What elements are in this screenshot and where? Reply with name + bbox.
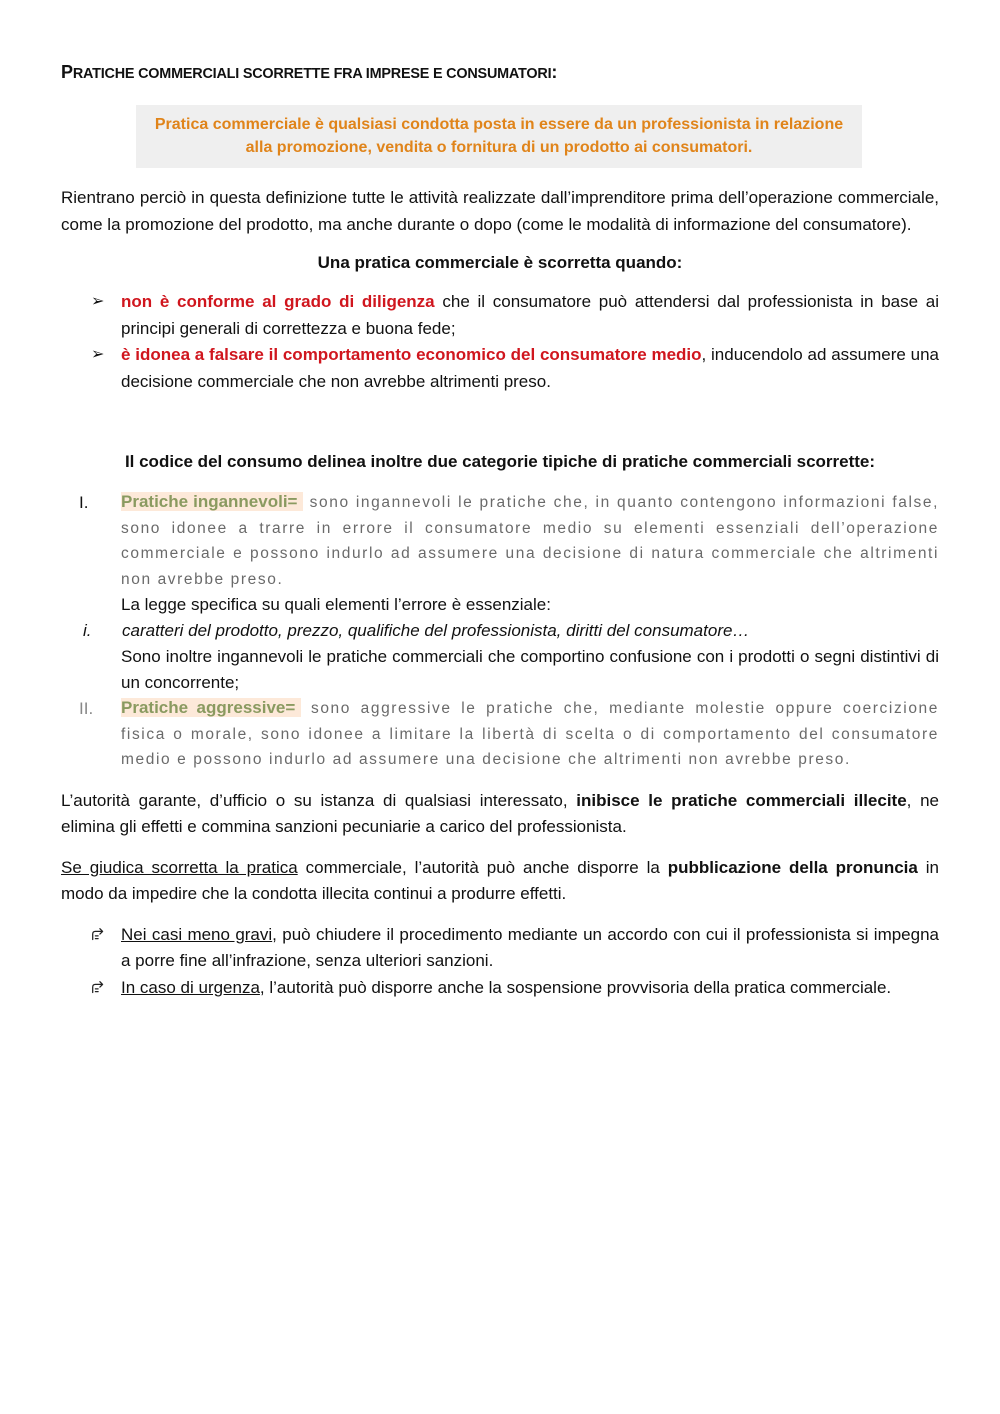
intro-paragraph: Rientrano perciò in questa definizione tutte le attività realizzate dall’imprenditore prima dell’operazione commerciale, come la promozione del prodotto, ma anche durante o dopo (come le modalità di informazione del consumatore). — [61, 188, 939, 234]
authority-paragraph — [61, 788, 939, 841]
law-note: La legge specifica su quali elementi l’errore è essenziale: — [121, 595, 551, 614]
title-rest: RATICHE COMMERCIALI SCORRETTE FRA IMPRESE E CONSUMATORI — [72, 66, 552, 82]
category-definition-block — [121, 696, 939, 773]
category-definition: sono ingannevoli le pratiche che, in quanto contengono informazioni false, sono idonee a trarre in errore il consumatore medio su elementi essenziali dell’operazione commerciale e possono indurlo ad assumere una decisione di natura commerciale che altrimenti non avrebbe preso. — [121, 494, 939, 588]
hand-pointer-icon — [90, 979, 108, 997]
condition-item — [61, 289, 939, 342]
sub-item-number: i. — [83, 621, 92, 640]
category-label: Pratiche ingannevoli= — [121, 492, 303, 511]
category-extra-text: Sono inoltre ingannevoli le pratiche commerciali che comportino confusione con i prodotti o segni distintivi di un concorrente; — [121, 647, 939, 692]
conditions-list — [61, 289, 939, 395]
category-aggressive — [61, 696, 939, 773]
title-first-letter: P — [61, 62, 73, 82]
publication-text-end: in modo da impedire che la condotta illecita continui a produrre effetti. — [61, 857, 939, 903]
case-underlined: In caso di urgenza — [121, 977, 260, 997]
arrow-bullet-icon: ➢ — [91, 293, 105, 310]
arrow-bullet-icon: ➢ — [91, 346, 105, 363]
category-definition: sono aggressive le pratiche che, mediante molestie oppure coercizione fisica o morale, sono idonee a limitare la libertà di scelta o di comportamento del consumatore medio e possono indurlo ad assumere una decisione che altrimenti non avrebbe preso. — [121, 700, 939, 768]
case-item — [61, 922, 939, 975]
category-extra — [61, 644, 939, 696]
category-ingannevoli — [61, 490, 939, 618]
publication-underlined: Se giudica scorretta la pratica — [61, 857, 298, 877]
case-text: , può chiudere il procedimento mediante un accordo con cui il professionista si impegna a porre fine all’infrazione, senza ulteriori sanzioni. — [121, 924, 939, 970]
condition-highlight: non è conforme al grado di diligenza — [121, 292, 435, 311]
document-page — [61, 62, 939, 1001]
category-number: I. — [79, 493, 89, 512]
authority-text-end: , ne elimina gli effetti e commina sanzioni pecuniarie a carico del professionista. — [61, 790, 939, 836]
categories-list — [61, 490, 939, 773]
condition-text: che il consumatore può attendersi dal professionista in base ai principi generali di correttezza e buona fede; — [121, 292, 940, 338]
sub-item — [61, 618, 939, 644]
hand-pointer-icon — [90, 926, 108, 944]
case-text: , l’autorità può disporre anche la sospensione provvisoria della pratica commerciale. — [259, 977, 892, 997]
condition-item — [61, 342, 939, 395]
title-colon: : — [551, 62, 558, 82]
categories-heading: Il codice del consumo delinea inoltre due categorie tipiche di pratiche commerciali scorrette: — [124, 452, 876, 471]
publication-paragraph — [61, 855, 939, 908]
authority-text: L’autorità garante, d’ufficio o su istanza di qualsiasi interessato, — [61, 790, 577, 810]
document-title — [61, 62, 939, 83]
scorretta-heading: Una pratica commerciale è scorretta quando: — [317, 253, 683, 272]
cases-list — [61, 922, 939, 1002]
category-definition-block — [121, 490, 939, 592]
callout-text: Pratica commerciale è qualsiasi condotta posta in essere da un professionista in relazione alla promozione, vendita o fornitura di un prodotto ai consumatori. — [154, 116, 844, 156]
publication-bold: pubblicazione della pronuncia — [667, 857, 918, 877]
case-underlined: Nei casi meno gravi — [121, 924, 273, 944]
condition-highlight: è idonea a falsare il comportamento economico del consumatore medio — [121, 345, 702, 364]
category-number: II. — [79, 699, 94, 718]
definition-callout — [136, 105, 862, 168]
sub-item-text: caratteri del prodotto, prezzo, qualifiche del professionista, diritti del consumatore… — [122, 621, 750, 640]
case-item — [61, 975, 939, 1002]
category-label: Pratiche aggressive= — [121, 698, 301, 717]
publication-text: commerciale, l’autorità può anche disporre la — [297, 857, 668, 877]
authority-bold: inibisce le pratiche commerciali illecite — [576, 790, 907, 810]
condition-text: , inducendolo ad assumere una decisione commerciale che non avrebbe altrimenti preso. — [121, 345, 939, 391]
